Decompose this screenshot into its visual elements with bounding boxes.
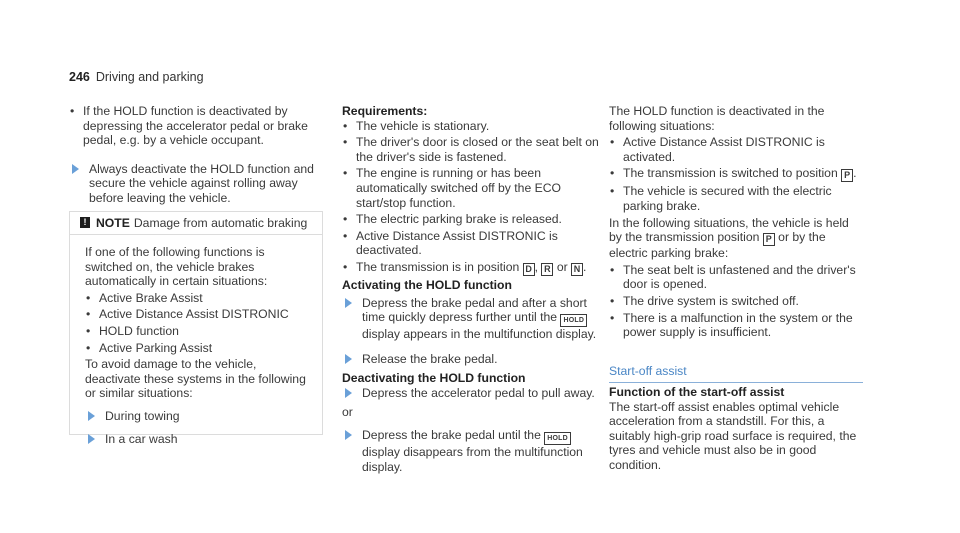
requirements-list xyxy=(342,119,600,276)
note-functions-list xyxy=(85,291,315,355)
note-header xyxy=(70,212,322,235)
step-text: Depress the accelerator pedal to pull away. xyxy=(362,385,595,400)
note-body xyxy=(85,245,315,446)
list-item: • The vehicle is secured with the electric parking brake. xyxy=(609,184,865,213)
page-header xyxy=(69,70,204,85)
hold-deactivated-intro: The HOLD function is deactivated in the following situations: xyxy=(609,104,825,133)
list-item: • The transmission is in position D , R or N . xyxy=(342,260,600,276)
list-item: • The transmission is switched to position P . xyxy=(609,166,865,182)
gear-d-icon: D xyxy=(523,263,535,276)
gear-p-icon: P xyxy=(841,169,853,182)
note-title-text: Damage from automatic braking xyxy=(133,216,308,230)
list-item: • The drive system is switched off. xyxy=(609,294,865,309)
hold-icon: HOLD xyxy=(544,432,571,445)
function-heading: Function of the start-off assist xyxy=(609,385,785,399)
step-text-cont: display disappears from the multifunction display. xyxy=(362,445,583,474)
step-text: Release the brake pedal. xyxy=(362,351,498,366)
gear-r-icon: R xyxy=(541,263,553,276)
list-item: • There is a malfunction in the system or the power supply is insufficient. xyxy=(609,311,865,340)
list-item: • Active Distance Assist DISTRONIC is deactivated. xyxy=(342,229,600,258)
held-list xyxy=(609,263,865,340)
instruction-step xyxy=(342,428,600,474)
note-title xyxy=(96,216,307,231)
step-arrow-icon xyxy=(345,354,352,364)
list-item: • The driver's door is closed or the seat belt on the driver's side is fastened. xyxy=(342,135,600,164)
function-text: The start-off assist enables optimal vehicle acceleration from a standstill. For this, a suitably high-grip road surface is required, the tyres and vehicle must also be in good condition. xyxy=(609,399,857,472)
list-item: • The electric parking brake is released. xyxy=(342,212,600,227)
page-number: 246 xyxy=(69,70,90,84)
column-right xyxy=(609,104,865,342)
gear-n-icon: N xyxy=(571,263,583,276)
list-item: • Active Parking Assist xyxy=(85,341,315,356)
list-item: • Active Brake Assist xyxy=(85,291,315,306)
gear-p-icon: P xyxy=(763,233,775,246)
list-item: • Active Distance Assist DISTRONIC xyxy=(85,307,315,322)
step-arrow-icon xyxy=(88,411,95,421)
held-text-cont: or by the electric parking brake: xyxy=(609,230,826,261)
step-arrow-icon xyxy=(88,434,95,444)
instruction-step xyxy=(85,432,315,447)
deactivating-heading: Deactivating the HOLD function xyxy=(342,371,526,386)
instruction-step xyxy=(69,162,323,206)
step-text: Depress the brake pedal and after a short time quickly depress further until the xyxy=(362,295,587,325)
or-word: or xyxy=(556,259,568,274)
warning-icon: ! xyxy=(80,217,90,228)
activating-heading: Activating the HOLD function xyxy=(342,277,512,292)
note-box xyxy=(69,211,323,446)
column-middle xyxy=(342,104,600,474)
list-item: • The engine is running or has been automatically switched off by the ECO start/stop function. xyxy=(342,166,600,210)
step-text: In a car wash xyxy=(105,431,178,446)
requirements-heading: Requirements: xyxy=(342,104,428,118)
instruction-step xyxy=(342,386,600,401)
step-arrow-icon xyxy=(345,298,352,308)
note-keyword: NOTE xyxy=(96,216,130,230)
step-text-cont: display appears in the multifunction display. xyxy=(362,327,597,342)
held-intro xyxy=(609,216,865,261)
list-item: • If the HOLD function is deactivated by depressing the accelerator pedal or brake pedal, e.g. by a vehicle occupant. xyxy=(69,104,323,148)
step-arrow-icon xyxy=(345,388,352,398)
deactivation-list xyxy=(609,135,865,213)
step-arrow-icon xyxy=(345,430,352,440)
note-intro: If one of the following functions is switched on, the vehicle brakes automatically in certain situations: xyxy=(85,245,268,289)
list-item: • The vehicle is stationary. xyxy=(342,119,600,134)
section-name: Driving and parking xyxy=(95,70,204,84)
step-text: Always deactivate the HOLD function and secure the vehicle against rolling away before leaving the vehicle. xyxy=(89,161,314,205)
instruction-step xyxy=(85,409,315,424)
start-off-section xyxy=(609,385,865,473)
list-item: • The seat belt is unfastened and the driver's door is opened. xyxy=(609,263,865,292)
list-item: • HOLD function xyxy=(85,324,315,339)
column-left xyxy=(69,104,323,206)
list-item: • Active Distance Assist DISTRONIC is activated. xyxy=(609,135,865,164)
hold-icon: HOLD xyxy=(560,314,587,327)
instruction-step xyxy=(342,352,600,367)
note-avoid: To avoid damage to the vehicle, deactivate these systems in the following or similar situations: xyxy=(85,357,306,401)
step-text: During towing xyxy=(105,408,180,423)
instruction-step xyxy=(342,296,600,342)
section-title: Start-off assist xyxy=(609,364,863,383)
step-text: Depress the brake pedal until the xyxy=(362,428,541,443)
held-text: In the following situations, the vehicle is held by the transmission position xyxy=(609,215,849,245)
or-label: or xyxy=(342,404,353,419)
position-text: The transmission is in position xyxy=(356,259,520,274)
position-text: The transmission is switched to position xyxy=(623,166,838,181)
step-arrow-icon xyxy=(72,164,79,174)
